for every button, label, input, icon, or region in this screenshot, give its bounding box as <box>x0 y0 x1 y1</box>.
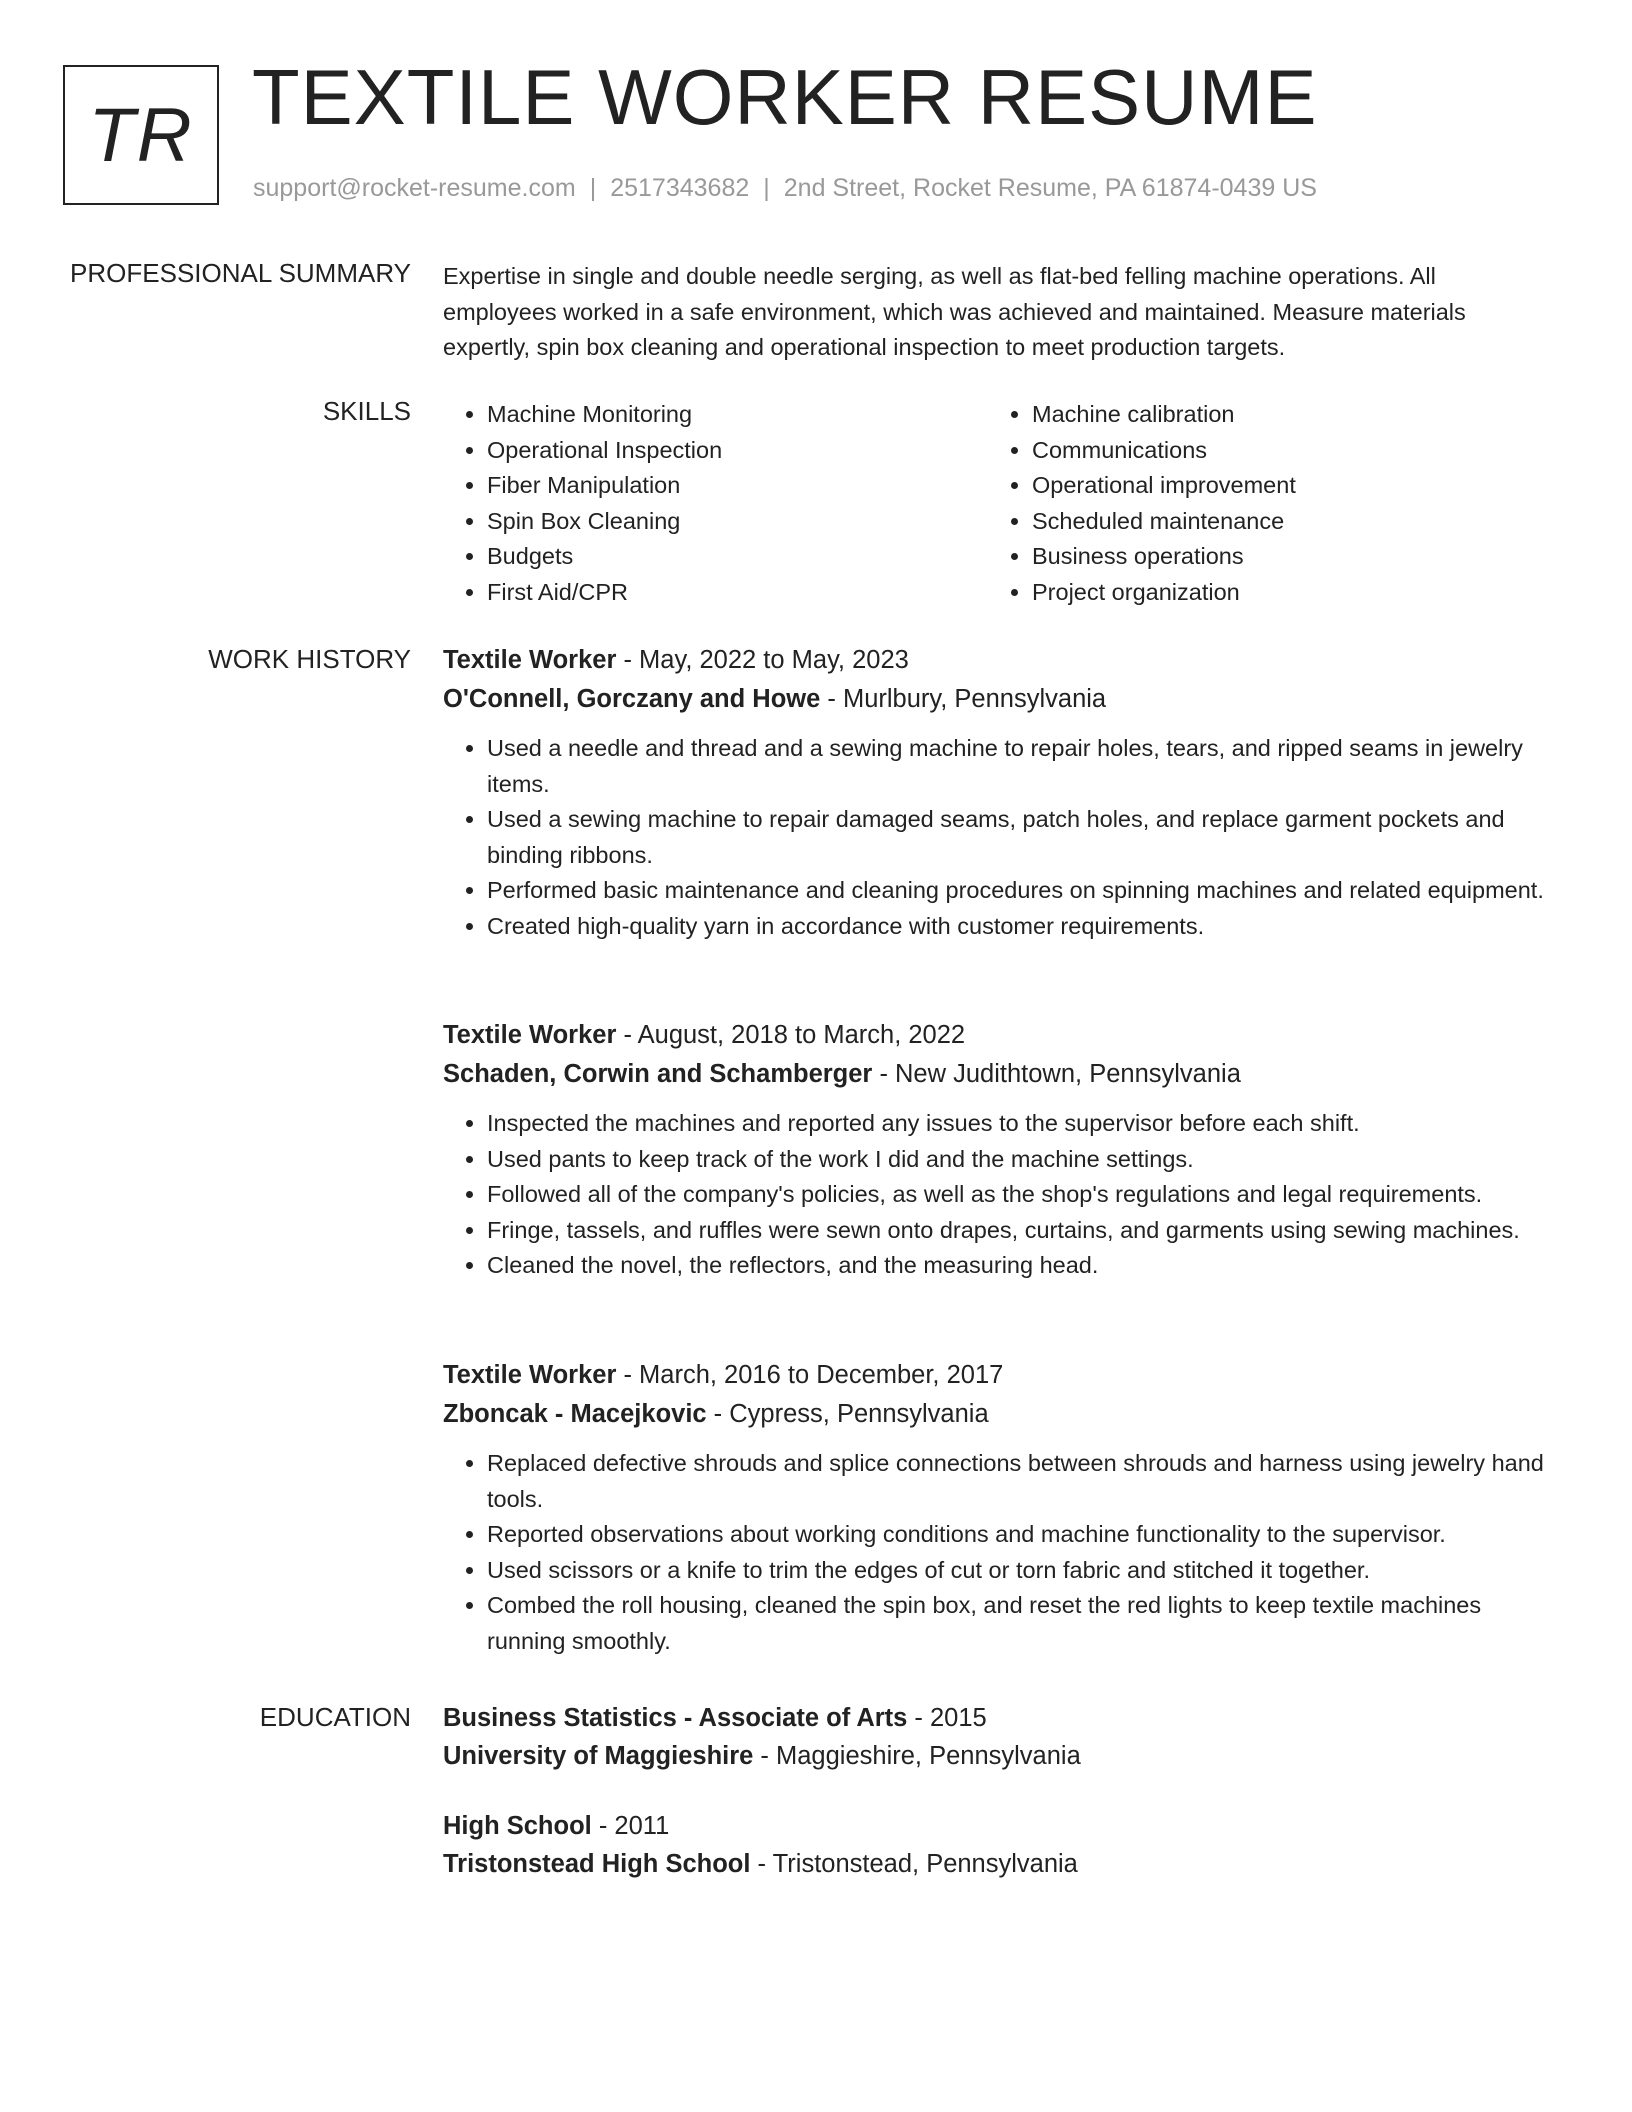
job-location: - Murlbury, Pennsylvania <box>820 685 1107 713</box>
contact-email[interactable]: support@rocket-resume.com <box>253 174 576 202</box>
job-bullet: • Used scissors or a knife to trim the edges of cut or torn fabric and stitched it together. <box>487 1553 1553 1589</box>
job-title: Textile Worker <box>443 646 617 674</box>
job-company: Schaden, Corwin and Schamberger <box>443 1060 873 1088</box>
job-bullet: • Combed the roll housing, cleaned the spin box, and reset the red lights to keep textile machines running smoothly. <box>487 1588 1553 1659</box>
education-year: - 2015 <box>907 1704 987 1732</box>
job-entry <box>443 641 1553 944</box>
job-bullet: • Used a sewing machine to repair damaged seams, patch holes, and replace garment pockets and binding ribbons. <box>487 802 1553 873</box>
education-degree-line <box>443 1699 1553 1737</box>
job-bullet: • Inspected the machines and reported any issues to the supervisor before each shift. <box>487 1106 1553 1142</box>
skill-item: • First Aid/CPR <box>487 575 963 611</box>
contact-address: 2nd Street, Rocket Resume, PA 61874-0439 US <box>783 174 1317 202</box>
job-dates: - May, 2022 to May, 2023 <box>616 646 909 674</box>
job-title-line <box>443 1356 1553 1395</box>
summary-text: Expertise in single and double needle serging, as well as flat-bed felling machine operations. All employees worked in a safe environment, which was achieved and maintained. Measure materials expertly, spin box cleaning and operational inspection to meet production targets. <box>443 263 1466 360</box>
job-title-line <box>443 1016 1553 1055</box>
job-entry <box>443 1016 1553 1284</box>
education-school: Tristonstead High School <box>443 1850 751 1878</box>
education-entry <box>443 1699 1553 1775</box>
summary-label: PROFESSIONAL SUMMARY <box>70 258 411 288</box>
skills-label: SKILLS <box>322 396 411 426</box>
skills-column-right <box>988 397 1508 610</box>
job-bullet: • Reported observations about working conditions and machine functionality to the supervisor. <box>487 1517 1553 1553</box>
job-company-line <box>443 1395 1553 1434</box>
job-title: Textile Worker <box>443 1021 617 1049</box>
education-label: EDUCATION <box>259 1702 411 1732</box>
contact-separator: | <box>589 174 597 202</box>
job-bullet: • Fringe, tassels, and ruffles were sewn onto drapes, curtains, and garments using sewing machines. <box>487 1213 1553 1249</box>
skill-item: • Operational improvement <box>1032 468 1508 504</box>
education-school-line <box>443 1845 1553 1883</box>
education-school: University of Maggieshire <box>443 1742 754 1770</box>
education-year: - 2011 <box>591 1812 670 1840</box>
contact-line <box>253 174 1317 203</box>
job-bullets <box>443 1106 1553 1284</box>
education-entry <box>443 1807 1553 1883</box>
education-degree-line <box>443 1807 1553 1845</box>
contact-separator: | <box>763 174 770 202</box>
job-bullet: • Replaced defective shrouds and splice connections between shrouds and harness using jewelry hand tools. <box>487 1446 1553 1517</box>
job-dates: - August, 2018 to March, 2022 <box>616 1021 966 1049</box>
education-school-line <box>443 1737 1553 1775</box>
job-bullets <box>443 731 1553 944</box>
skill-item: • Project organization <box>1032 575 1508 611</box>
job-bullet: • Performed basic maintenance and cleaning procedures on spinning machines and related equipment. <box>487 873 1553 909</box>
skill-item: • Machine calibration <box>1032 397 1508 433</box>
skill-item: • Business operations <box>1032 539 1508 575</box>
job-location: - Cypress, Pennsylvania <box>706 1400 989 1428</box>
job-location: - New Judithtown, Pennsylvania <box>872 1060 1241 1088</box>
skill-item: • Machine Monitoring <box>487 397 963 433</box>
job-title: Textile Worker <box>443 1361 617 1389</box>
job-bullet: • Followed all of the company's policies, as well as the shop's regulations and legal requirements. <box>487 1177 1553 1213</box>
skills-column-left <box>443 397 963 610</box>
job-title-line <box>443 641 1553 680</box>
skill-item: • Spin Box Cleaning <box>487 504 963 540</box>
skill-item: • Communications <box>1032 433 1508 469</box>
job-dates: - March, 2016 to December, 2017 <box>616 1361 1004 1389</box>
job-company-line <box>443 680 1553 719</box>
job-bullet: • Created high-quality yarn in accordance with customer requirements. <box>487 909 1553 945</box>
job-bullet: • Used a needle and thread and a sewing machine to repair holes, tears, and ripped seams in jewelry items. <box>487 731 1553 802</box>
job-company-line <box>443 1055 1553 1094</box>
skill-item: • Fiber Manipulation <box>487 468 963 504</box>
skill-item: • Scheduled maintenance <box>1032 504 1508 540</box>
job-bullet: • Used pants to keep track of the work I did and the machine settings. <box>487 1142 1553 1178</box>
job-entry <box>443 1356 1553 1659</box>
work-history-label: WORK HISTORY <box>208 644 411 674</box>
skill-item: • Operational Inspection <box>487 433 963 469</box>
job-company: Zboncak - Macejkovic <box>443 1400 707 1428</box>
job-bullets <box>443 1446 1553 1659</box>
job-bullet: • Cleaned the novel, the reflectors, and the measuring head. <box>487 1248 1553 1284</box>
education-location: - Maggieshire, Pennsylvania <box>753 1742 1081 1770</box>
page-title: TEXTILE WORKER RESUME <box>252 53 1318 141</box>
contact-phone[interactable]: 2517343682 <box>610 174 750 202</box>
job-company: O'Connell, Gorczany and Howe <box>443 685 821 713</box>
monogram: TR <box>63 65 219 205</box>
skill-item: • Budgets <box>487 539 963 575</box>
education-degree: Business Statistics - Associate of Arts <box>443 1704 908 1732</box>
education-location: - Tristonstead, Pennsylvania <box>750 1850 1078 1878</box>
education-degree: High School <box>443 1812 592 1840</box>
